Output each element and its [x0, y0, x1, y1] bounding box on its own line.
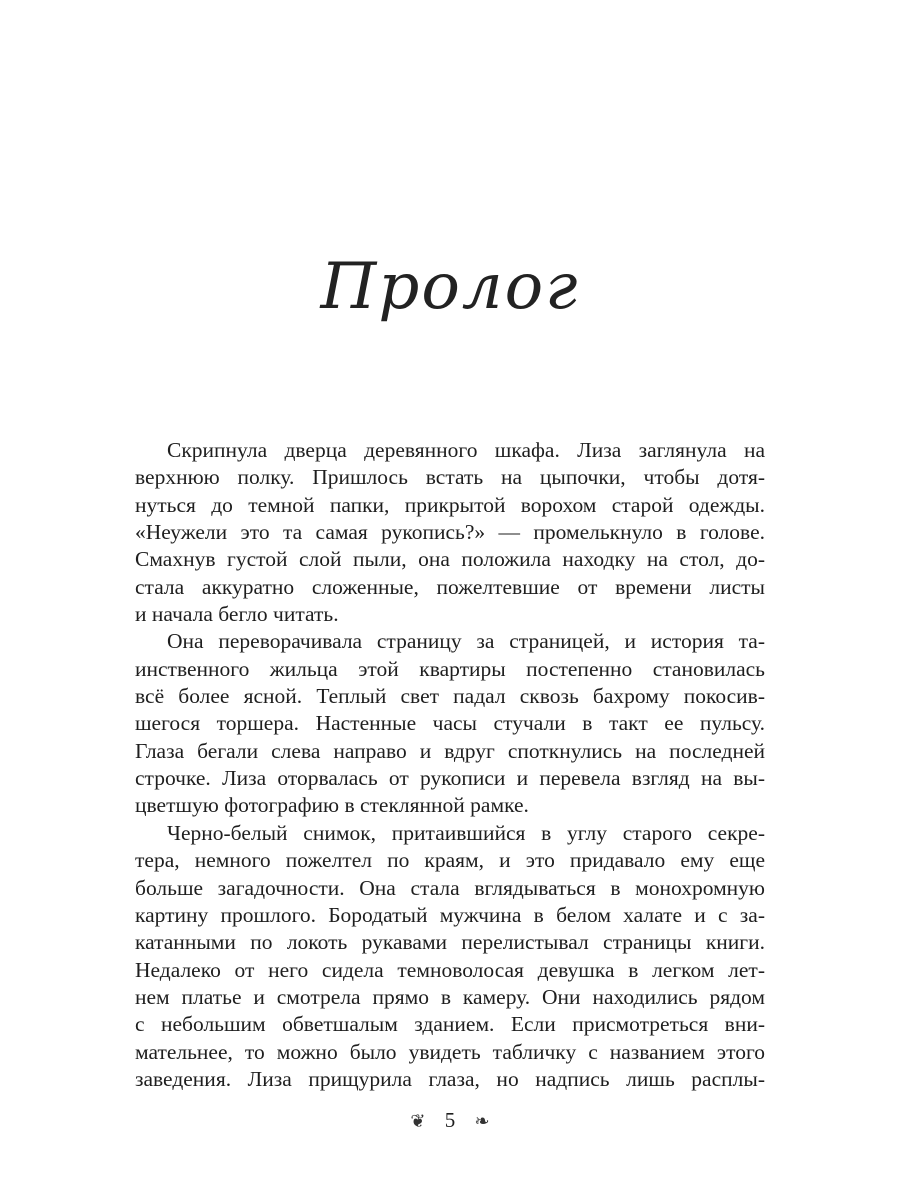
page-number: 5	[444, 1108, 456, 1132]
text-line: картину прошлого. Бородатый мужчина в белом халате и с за-	[135, 902, 765, 927]
text-line: стала аккуратно сложенные, пожелтевшие от времени листы	[135, 574, 765, 599]
text-line: нуться до темной папки, прикрытой ворохом старой одежды.	[135, 492, 765, 517]
body-text	[135, 437, 765, 1093]
text-line: верхнюю полку. Пришлось встать на цыпочки, чтобы дотя-	[135, 465, 765, 490]
text-line: заведения. Лиза прищурила глаза, но надпись лишь расплы-	[135, 1066, 765, 1091]
ornament-left-icon: ❦	[410, 1111, 426, 1131]
text-line: нем платье и смотрела прямо в камеру. Они находились рядом	[135, 984, 765, 1009]
text-line: Черно-белый снимок, притаившийся в углу старого секре-	[167, 820, 765, 845]
text-line: с небольшим обветшалым зданием. Если присмотреться вни-	[135, 1012, 765, 1037]
text-line: и начала бегло читать.	[135, 602, 339, 627]
ornament-right-icon: ❧	[474, 1111, 490, 1131]
text-line: Скрипнула дверца деревянного шкафа. Лиза заглянула на	[167, 438, 765, 462]
text-line: всё более ясной. Теплый свет падал сквозь бахрому покосив-	[135, 684, 765, 709]
text-line: тера, немного пожелтел по краям, и это придавало ему еще	[135, 848, 765, 873]
text-line: «Неужели это та самая рукопись?» — промелькнуло в голове.	[135, 520, 765, 545]
text-line: катанными по локоть рукавами перелистывал страницы книги.	[135, 930, 765, 955]
text-line: мательнее, то можно было увидеть табличку с названием этого	[135, 1039, 765, 1064]
text-line: шегося торшера. Настенные часы стучали в такт ее пульсу.	[135, 711, 765, 736]
text-line: больше загадочности. Она стала вглядываться в монохромную	[135, 875, 765, 900]
chapter-title: Пролог	[320, 250, 580, 324]
text-line: Она переворачивала страницу за страницей, и история та-	[167, 629, 765, 654]
text-line: строчке. Лиза оторвалась от рукописи и перевела взгляд на вы-	[135, 766, 765, 791]
text-line: цветшую фотографию в стеклянной рамке.	[135, 793, 529, 818]
text-line: инственного жильца этой квартиры постепенно становилась	[135, 656, 765, 681]
text-line: Смахнув густой слой пыли, она положила находку на стол, до-	[135, 547, 765, 572]
page-footer	[0, 1108, 900, 1133]
text-line: Глаза бегали слева направо и вдруг споткнулись на последней	[135, 738, 765, 763]
text-line: Недалеко от него сидела темноволосая девушка в легком лет-	[135, 957, 765, 982]
